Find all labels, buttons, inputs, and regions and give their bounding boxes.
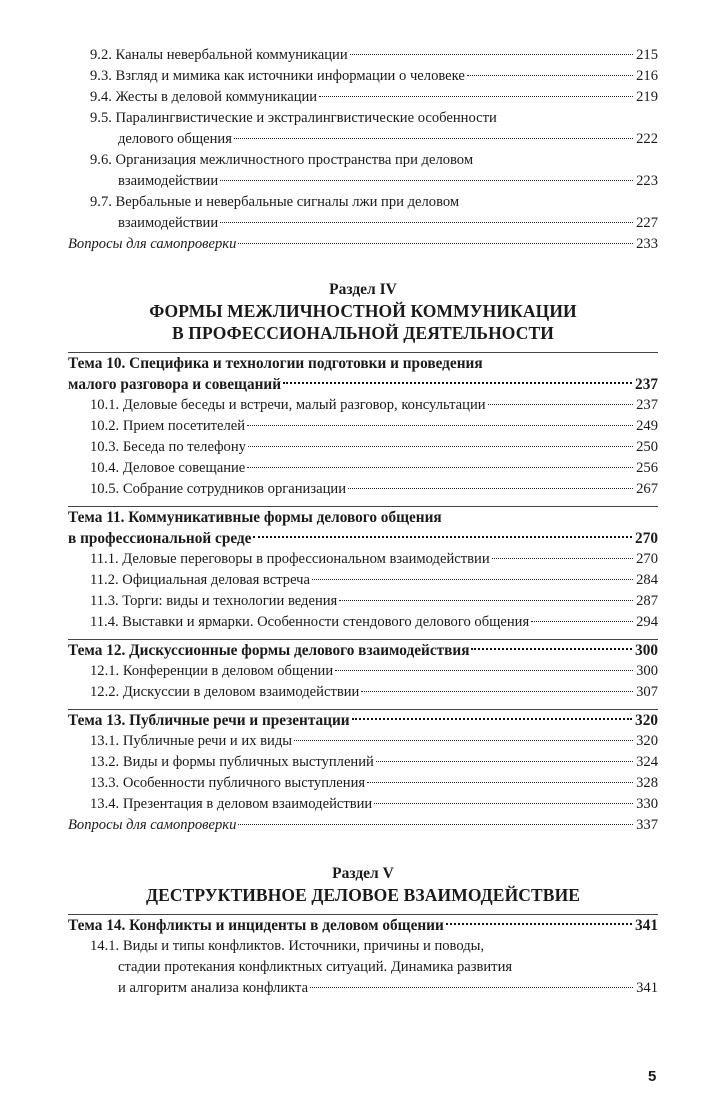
toc-entry-9-4[interactable] xyxy=(68,87,658,108)
entry-page: 287 xyxy=(636,593,658,609)
topic-page: 237 xyxy=(635,376,658,393)
entry-page: 256 xyxy=(636,460,658,476)
entry-page: 219 xyxy=(636,89,658,105)
dot-leader xyxy=(446,923,632,925)
toc-entry-14-1[interactable] xyxy=(68,936,658,999)
entry-title-line1: 14.1. Виды и типы конфликтов. Источники, причины и поводы, xyxy=(90,938,485,954)
toc-entry-11-1[interactable] xyxy=(68,549,658,570)
topic-title-line2: в профессиональной среде xyxy=(68,530,252,547)
topic-page: 270 xyxy=(635,530,658,547)
entry-title: 10.2. Прием посетителей xyxy=(90,418,246,434)
entry-title-line2: взаимодействии xyxy=(118,215,219,231)
toc-topic-10[interactable] xyxy=(68,353,658,395)
section-title-line1: ДЕСТРУКТИВНОЕ ДЕЛОВОЕ ВЗАИМОДЕЙСТВИЕ xyxy=(145,885,581,905)
dot-leader xyxy=(238,824,633,825)
entry-page: 294 xyxy=(636,614,658,630)
dot-leader xyxy=(310,987,633,988)
entry-title: 12.1. Конференции в деловом общении xyxy=(90,663,334,679)
entry-page: 320 xyxy=(636,733,658,749)
dot-leader xyxy=(312,579,633,580)
entry-title-line2: взаимодействии xyxy=(118,173,219,189)
dot-leader xyxy=(319,96,633,97)
entry-title: 13.2. Виды и формы публичных выступлений xyxy=(90,754,374,770)
dot-leader xyxy=(253,536,632,538)
toc-entry-13-2[interactable] xyxy=(68,752,658,773)
dot-leader xyxy=(234,138,633,139)
toc-entry-10-5[interactable] xyxy=(68,479,658,500)
entry-page: 284 xyxy=(636,572,658,588)
toc-entry-12-1[interactable] xyxy=(68,661,658,682)
topic-title: Тема 13. Публичные речи и презентации xyxy=(68,712,350,729)
toc-topic-13[interactable] xyxy=(68,710,658,731)
section-title-line1: ФОРМЫ МЕЖЛИЧНОСТНОЙ КОММУНИКАЦИИ xyxy=(149,301,577,321)
entry-page: 270 xyxy=(636,551,658,567)
dot-leader xyxy=(335,670,633,671)
toc-entry-13-3[interactable] xyxy=(68,773,658,794)
dot-leader xyxy=(367,782,633,783)
toc-entry-9-2[interactable] xyxy=(68,45,658,66)
dot-leader xyxy=(348,488,633,489)
entry-title: 10.1. Деловые беседы и встречи, малый разговор, консультации xyxy=(90,397,486,413)
entry-title: 13.3. Особенности публичного выступления xyxy=(90,775,366,791)
dot-leader xyxy=(488,404,634,405)
entry-title: 13.1. Публичные речи и их виды xyxy=(90,733,293,749)
entry-page: 324 xyxy=(636,754,658,770)
toc-entry-9-3[interactable] xyxy=(68,66,658,87)
entry-title: 9.2. Каналы невербальной коммуникации xyxy=(90,47,348,63)
entry-title: 11.3. Торги: виды и технологии ведения xyxy=(90,593,338,609)
topic-title: Тема 14. Конфликты и инциденты в деловом общении xyxy=(68,917,444,934)
toc-entry-12-2[interactable] xyxy=(68,682,658,703)
table-of-contents xyxy=(68,45,658,999)
section-number: Раздел V xyxy=(332,865,394,882)
topic-title-line1: Тема 10. Специфика и технологии подготовки и проведения xyxy=(68,355,483,372)
questions-title: Вопросы для самопроверки xyxy=(68,817,237,833)
topic-title: Тема 12. Дискуссионные формы делового взаимодействия xyxy=(68,642,470,659)
toc-topic-11[interactable] xyxy=(68,507,658,549)
dot-leader xyxy=(492,558,633,559)
dot-leader xyxy=(361,691,633,692)
section-number: Раздел IV xyxy=(329,281,397,298)
entry-title: 10.5. Собрание сотрудников организации xyxy=(90,481,347,497)
entry-title: 11.1. Деловые переговоры в профессиональном взаимодействии xyxy=(90,551,490,567)
toc-entry-9-7[interactable] xyxy=(68,192,658,234)
entry-page: 328 xyxy=(636,775,658,791)
entry-page: 249 xyxy=(636,418,658,434)
entry-page: 222 xyxy=(636,131,658,147)
entry-title-line1: 9.7. Вербальные и невербальные сигналы лжи при деловом xyxy=(90,194,460,210)
toc-entry-9-6[interactable] xyxy=(68,150,658,192)
entry-title: 10.4. Деловое совещание xyxy=(90,460,246,476)
entry-title-line3: и алгоритм анализа конфликта xyxy=(118,980,309,996)
page-number: 5 xyxy=(648,1068,657,1085)
toc-questions[interactable] xyxy=(68,234,658,255)
questions-title: Вопросы для самопроверки xyxy=(68,236,237,252)
topic-page: 341 xyxy=(635,917,658,934)
toc-entry-13-1[interactable] xyxy=(68,731,658,752)
entry-title-line1: 9.6. Организация межличностного пространства при деловом xyxy=(90,152,474,168)
toc-entry-11-2[interactable] xyxy=(68,570,658,591)
topic-page: 300 xyxy=(635,642,658,659)
entry-page: 267 xyxy=(636,481,658,497)
dot-leader xyxy=(247,467,633,468)
toc-questions[interactable] xyxy=(68,815,658,836)
entry-page: 215 xyxy=(636,47,658,63)
toc-entry-10-1[interactable] xyxy=(68,395,658,416)
toc-entry-10-2[interactable] xyxy=(68,416,658,437)
entry-title: 10.3. Беседа по телефону xyxy=(90,439,246,455)
dot-leader xyxy=(247,425,633,426)
topic-title-line1: Тема 11. Коммуникативные формы делового общения xyxy=(68,509,442,526)
entry-title-line2: стадии протекания конфликтных ситуаций. Динамика развития xyxy=(118,959,513,975)
entry-page: 216 xyxy=(636,68,658,84)
entry-page: 227 xyxy=(636,215,658,231)
entry-title: 12.2. Дискуссии в деловом взаимодействии xyxy=(90,684,360,700)
dot-leader xyxy=(283,382,632,384)
entry-page: 233 xyxy=(636,236,658,252)
entry-page: 237 xyxy=(636,397,658,413)
entry-page: 250 xyxy=(636,439,658,455)
dot-leader xyxy=(220,222,633,223)
toc-entry-10-4[interactable] xyxy=(68,458,658,479)
entry-title: 9.4. Жесты в деловой коммуникации xyxy=(90,89,318,105)
entry-title: 9.3. Взгляд и мимика как источники информации о человеке xyxy=(90,68,465,84)
toc-entry-13-4[interactable] xyxy=(68,794,658,815)
entry-page: 223 xyxy=(636,173,658,189)
entry-page: 330 xyxy=(636,796,658,812)
dot-leader xyxy=(350,54,633,55)
topic-title-line2: малого разговора и совещаний xyxy=(68,376,282,393)
toc-entry-11-4[interactable] xyxy=(68,612,658,633)
dot-leader xyxy=(376,761,633,762)
toc-topic-12[interactable] xyxy=(68,640,658,661)
entry-title: 11.4. Выставки и ярмарки. Особенности стендового делового общения xyxy=(90,614,530,630)
dot-leader xyxy=(294,740,633,741)
dot-leader xyxy=(374,803,633,804)
topic-page: 320 xyxy=(635,712,658,729)
entry-title: 11.2. Официальная деловая встреча xyxy=(90,572,310,588)
dot-leader xyxy=(220,180,633,181)
toc-entry-9-5[interactable] xyxy=(68,108,658,150)
entry-title: 13.4. Презентация в деловом взаимодействии xyxy=(90,796,373,812)
entry-page: 341 xyxy=(636,980,658,996)
dot-leader xyxy=(238,243,633,244)
entry-page: 307 xyxy=(636,684,658,700)
dot-leader xyxy=(467,75,633,76)
entry-title-line1: 9.5. Паралингвистические и экстралингвистические особенности xyxy=(90,110,497,126)
dot-leader xyxy=(352,718,632,720)
dot-leader xyxy=(471,648,632,650)
entry-page: 300 xyxy=(636,663,658,679)
section-heading xyxy=(68,280,658,344)
section-heading xyxy=(68,864,658,906)
toc-entry-11-3[interactable] xyxy=(68,591,658,612)
dot-leader xyxy=(339,600,633,601)
toc-topic-14[interactable] xyxy=(68,915,658,936)
dot-leader xyxy=(531,621,633,622)
entry-page: 337 xyxy=(636,817,658,833)
toc-entry-10-3[interactable] xyxy=(68,437,658,458)
entry-title-line2: делового общения xyxy=(118,131,232,147)
dot-leader xyxy=(248,446,633,447)
section-title-line2: В ПРОФЕССИОНАЛЬНОЙ ДЕЯТЕЛЬНОСТИ xyxy=(172,323,554,343)
